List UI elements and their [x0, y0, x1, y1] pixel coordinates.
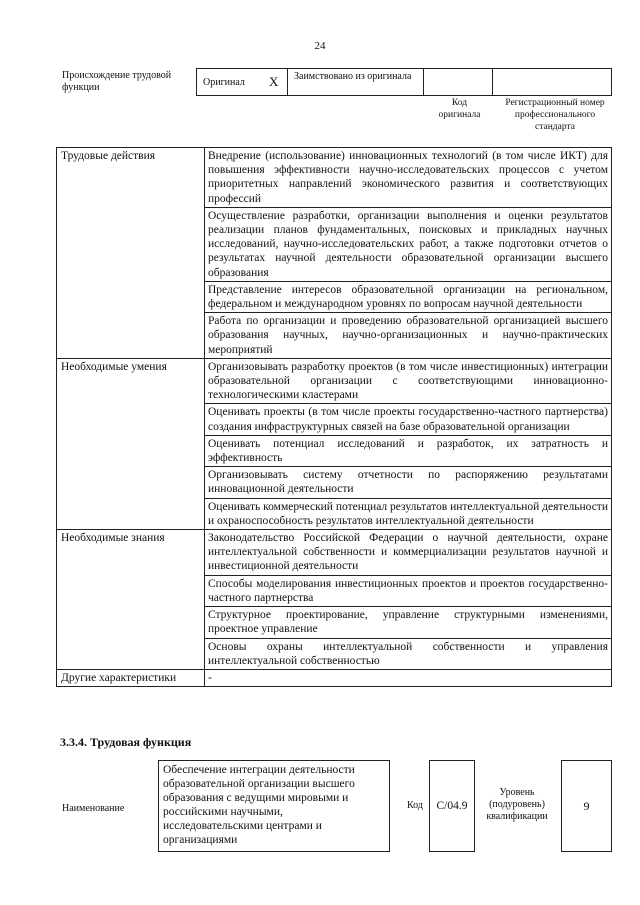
row-header: Трудовые действия [57, 148, 205, 359]
borrowed-cell [287, 68, 424, 96]
function-code: C/04.9 [429, 760, 475, 852]
row-item: Организовывать разработку проектов (в том числе инвестиционных) интеграции образовательной организации с соответствующими инновационно-технологическими кластерами [205, 358, 612, 404]
row-header: Необходимые знания [57, 530, 205, 670]
level-label: Уровень (подуровень) квалификации [486, 787, 548, 822]
row-item: Оценивать потенциал исследований и разработок, их затратность и эффективность [205, 435, 612, 466]
code-caption: Код оригинала [438, 98, 481, 120]
row-item: Законодательство Российской Федерации о научной деятельности, охране интеллектуальной собственности и коммерциализации результатов научной и инвестиционной деятельности [205, 530, 612, 576]
row-item: Способы моделирования инвестиционных проектов и проектов государственно-частного партнерства [205, 575, 612, 606]
original-label: Оригинал [203, 77, 245, 88]
row-item: Внедрение (использование) инновационных технологий (в том числе ИКТ) для повышения эффективности научно-исследовательских процессов с учетом приоритетных направлений экономического развития и соответствующих профессий [205, 148, 612, 208]
page-number: 24 [314, 40, 326, 52]
row-item: Осуществление разработки, организации выполнения и оценки результатов реализации планов фундаментальных, поисковых и прикладных научных исследований, научно-исследовательских работ, а также подготовки отчетов о результатах научной деятельности образовательной организации высшего образования [205, 207, 612, 281]
row-item: Оценивать коммерческий потенциал результатов интеллектуальной деятельности и охраноспособность результатов интеллектуальной деятельности [205, 498, 612, 529]
borrowed-label: Заимствовано из оригинала [294, 71, 412, 82]
origin-original-cell [196, 68, 288, 96]
row-item: Работа по организации и проведению образовательной организацией высшего образования научных, научно-организационных и научно-практических мероприятий [205, 313, 612, 359]
reg-number-cell [492, 68, 612, 96]
original-code-cell [423, 68, 493, 96]
function-level: 9 [561, 760, 612, 852]
row-item: Структурное проектирование, управление структурными изменениями, проектное управление [205, 607, 612, 638]
reg-caption: Регистрационный номер профессионального стандарта [505, 98, 605, 132]
code-label: Код [407, 800, 423, 811]
origin-label: Происхождение трудовой функции [62, 70, 172, 93]
name-label: Наименование [62, 803, 125, 814]
row-item: - [205, 669, 612, 686]
row-header: Необходимые умения [57, 358, 205, 529]
table-row [57, 358, 612, 404]
labor-functions-table [56, 147, 612, 687]
table-row [57, 669, 612, 686]
original-mark: X [269, 74, 279, 89]
table-row [57, 530, 612, 576]
row-item: Представление интересов образовательной организации на региональном, федеральном и международном уровнях по вопросам научной деятельности [205, 281, 612, 312]
row-item: Организовывать систему отчетности по распоряжению результатами инновационной деятельности [205, 467, 612, 498]
section-title: 3.3.4. Трудовая функция [60, 735, 192, 749]
function-name: Обеспечение интеграции деятельности образовательной организации высшего образования с ведущими мировыми и российскими научными, исследовательскими центрами и организациями [158, 760, 390, 852]
table-row [57, 148, 612, 208]
row-header: Другие характеристики [57, 669, 205, 686]
row-item: Основы охраны интеллектуальной собственности и управления интеллектуальной собственностью [205, 638, 612, 669]
row-item: Оценивать проекты (в том числе проекты государственно-частного партнерства) создания инфраструктурных связей на базе образовательной организации [205, 404, 612, 435]
